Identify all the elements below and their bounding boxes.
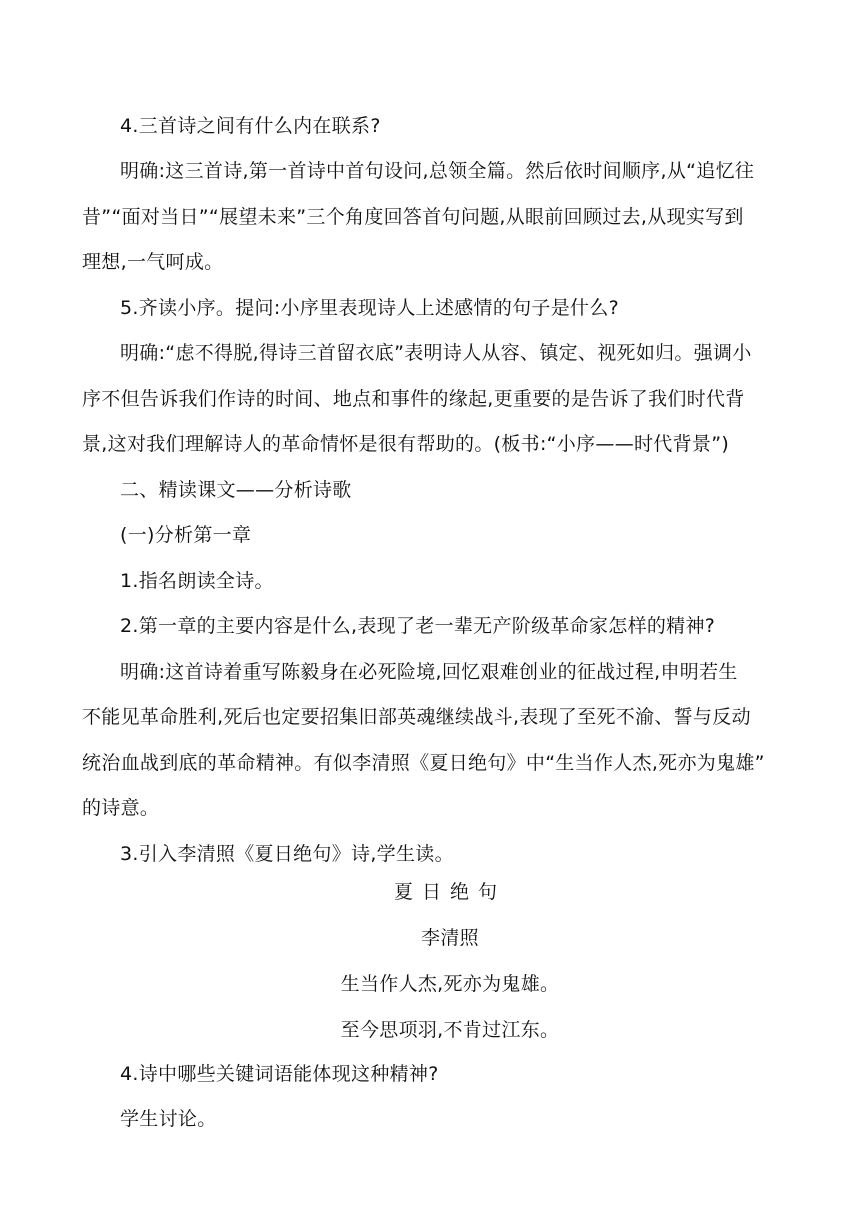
answer-paragraph-line: 昔”“面对当日”“展望未来”三个角度回答首句问题,从眼前回顾过去,从现实写到	[82, 206, 744, 228]
list-item-3: 3.引入李清照《夏日绝句》诗,学生读。	[120, 843, 454, 865]
answer-paragraph-line: 统治血战到底的革命精神。有似李清照《夏日绝句》中“生当作人杰,死亦为鬼雄”	[82, 752, 765, 774]
list-item-4: 4.诗中哪些关键词语能体现这种精神?	[120, 1063, 439, 1085]
question-5-text: 5.齐读小序。提问:小序里表现诗人上述感情的句子是什么?	[120, 297, 620, 319]
poem-author: 李清照	[421, 927, 479, 949]
answer-paragraph-line: 明确:这三首诗,第一首诗中首句设问,总领全篇。然后依时间顺序,从“追忆往	[120, 160, 755, 182]
poem-line-1: 生当作人杰,死亦为鬼雄。	[340, 973, 560, 995]
answer-paragraph-line: 序不但告诉我们作诗的时间、地点和事件的缘起,更重要的是告诉了我们时代背	[82, 388, 745, 410]
subsection-heading: (一)分析第一章	[120, 524, 252, 546]
question-4-text: 4.三首诗之间有什么内在联系?	[120, 115, 381, 137]
list-item-1: 1.指名朗读全诗。	[120, 570, 274, 592]
poem-title: 夏日绝句	[393, 881, 506, 903]
answer-paragraph-line: 明确:这首诗着重写陈毅身在必死险境,回忆艰难创业的征战过程,申明若生	[120, 661, 738, 683]
answer-paragraph-line: 明确:“虑不得脱,得诗三首留衣底”表明诗人从容、镇定、视死如归。强调小	[120, 342, 752, 364]
answer-paragraph-line: 的诗意。	[82, 797, 160, 819]
section-heading: 二、精读课文——分析诗歌	[120, 479, 352, 501]
answer-paragraph-line: 理想,一气呵成。	[82, 251, 224, 273]
discussion-note: 学生讨论。	[120, 1108, 217, 1130]
poem-line-2: 至今思项羽,不肯过江东。	[340, 1019, 560, 1041]
answer-paragraph-line: 景,这对我们理解诗人的革命情怀是很有帮助的。(板书:“小序——时代背景”)	[82, 433, 730, 455]
list-item-2: 2.第一章的主要内容是什么,表现了老一辈无产阶级革命家怎样的精神?	[120, 615, 716, 637]
answer-paragraph-line: 不能见革命胜利,死后也定要招集旧部英魂继续战斗,表现了至死不渝、誓与反动	[82, 706, 751, 728]
